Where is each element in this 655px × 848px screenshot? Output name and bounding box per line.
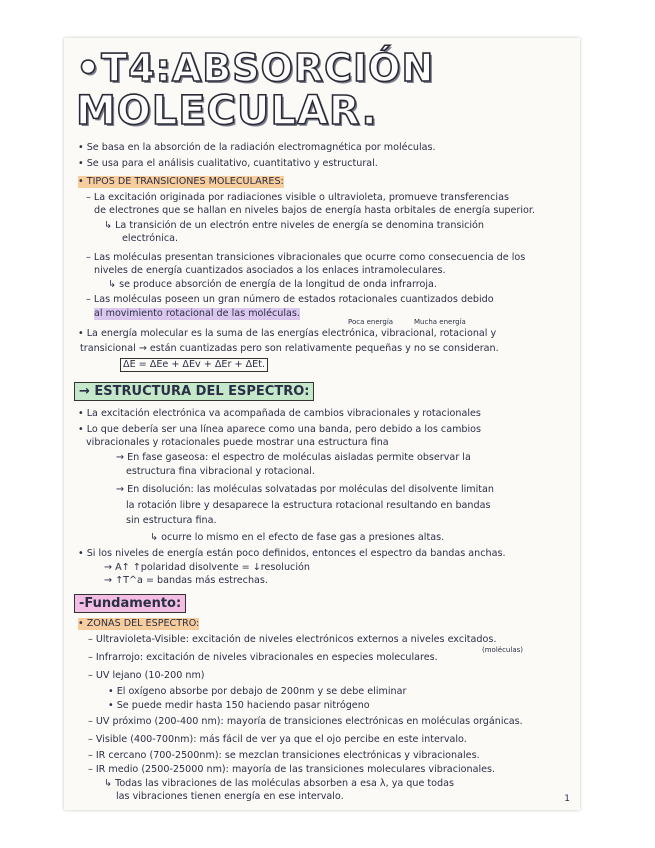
notebook-page: [64, 38, 580, 810]
note-line: la rotación libre y desaparece la estructura rotacional resultando en bandas: [126, 500, 491, 511]
note-line: – IR medio (2500-25000 nm): mayoría de las transiciones moleculares vibracionales.: [88, 764, 496, 775]
note-line: • Lo que debería ser una línea aparece como una banda, pero debido a los cambios: [78, 424, 482, 435]
note-line: estructura fina vibracional y rotacional.: [126, 466, 315, 477]
note-line: • Si los niveles de energía están poco definidos, entonces el espectro da bandas anchas.: [78, 548, 506, 559]
note-line: → ↑T^a = bandas más estrechas.: [104, 575, 268, 586]
note-line: • Se usa para el análisis cualitativo, cuantitativo y estructural.: [78, 158, 378, 169]
note-line: – Infrarrojo: excitación de niveles vibracionales en especies moleculares.: [88, 652, 438, 663]
note-line: ↳ Todas las vibraciones de las moléculas absorben a esa λ, ya que todas: [104, 778, 455, 789]
note-line: • La energía molecular es la suma de las energías electrónica, vibracional, rotacional y: [78, 328, 497, 339]
page-title-line1: •T4:ABSORCIÓN: [76, 46, 435, 90]
note-line: transicional → están cuantizadas pero son relativamente pequeñas y no se consideran.: [80, 343, 499, 354]
note-line: las vibraciones tienen energía en ese intervalo.: [116, 791, 344, 802]
section-types: • TIPOS DE TRANSICIONES MOLECULARES:: [78, 176, 284, 187]
note-line: de electrones que se hallan en niveles bajos de energía hasta orbitales de energía superior.: [94, 205, 535, 216]
note-line: – IR cercano (700-2500nm): se mezclan transiciones electrónicas y vibracionales.: [88, 750, 480, 761]
note-line: • La excitación electrónica va acompañada de cambios vibracionales y rotacionales: [78, 408, 481, 419]
note-line: ↳ se produce absorción de energía de la longitud de onda infrarroja.: [108, 279, 437, 290]
annotation-high-energy: Mucha energía: [414, 318, 466, 326]
note-line: al movimiento rotacional de las moléculas.: [94, 308, 300, 319]
note-line: → En disolución: las moléculas solvatadas por moléculas del disolvente limitan: [116, 484, 495, 495]
note-line: ↳ La transición de un electrón entre niveles de energía se denomina transición: [104, 220, 485, 231]
note-line: vibracionales y rotacionales puede mostrar una estructura fina: [86, 437, 389, 448]
note-line: – Las moléculas poseen un gran número de estados rotacionales cuantizados debido: [86, 294, 494, 305]
note-line: – Las moléculas presentan transiciones vibracionales que ocurre como consecuencia de los: [86, 252, 526, 263]
note-line: – Visible (400-700nm): más fácil de ver ya que el ojo percibe en este intervalo.: [88, 734, 467, 745]
section-spectrum-structure: → ESTRUCTURA DEL ESPECTRO:: [74, 382, 314, 401]
section-fundamento: -Fundamento:: [74, 594, 186, 613]
note-line: – UV lejano (10-200 nm): [88, 670, 205, 681]
note-line: → A↑ ↑polaridad disolvente = ↓resolución: [104, 562, 310, 573]
energy-equation: ΔE = ΔEe + ΔEv + ΔEr + ΔEt.: [120, 358, 268, 372]
note-line: • El oxígeno absorbe por debajo de 200nm y se debe eliminar: [108, 686, 407, 697]
note-line: (moléculas): [482, 646, 523, 654]
note-line: – Ultravioleta-Visible: excitación de niveles electrónicos externos a niveles excitados.: [88, 634, 497, 645]
note-line: – La excitación originada por radiaciones visible o ultravioleta, promueve transferencias: [86, 192, 509, 203]
note-line: • Se puede medir hasta 150 haciendo pasar nitrógeno: [108, 700, 370, 711]
note-line: – UV próximo (200-400 nm): mayoría de transiciones electrónicas en moléculas orgánicas.: [88, 716, 523, 727]
note-line: niveles de energía cuantizados asociados a los enlaces intramoleculares.: [94, 265, 446, 276]
note-line: ↳ ocurre lo mismo en el efecto de fase gas a presiones altas.: [150, 532, 445, 543]
page-title-line2: MOLECULAR.: [76, 88, 378, 134]
section-zones: • ZONAS DEL ESPECTRO:: [78, 618, 200, 629]
note-line: → En fase gaseosa: el espectro de moléculas aisladas permite observar la: [116, 452, 471, 463]
page-number: 1: [564, 794, 570, 804]
note-line: electrónica.: [122, 233, 179, 244]
annotation-low-energy: Poca energía: [348, 318, 394, 326]
note-line: sin estructura fina.: [126, 515, 217, 526]
note-line: • Se basa en la absorción de la radiación electromagnética por moléculas.: [78, 142, 436, 153]
